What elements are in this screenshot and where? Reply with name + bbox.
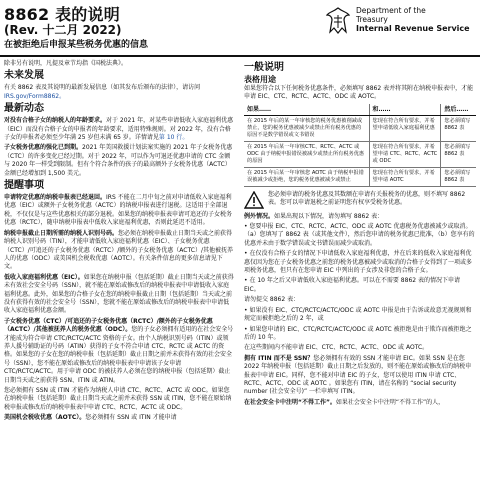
- form-title: 8862 表的说明: [4, 5, 120, 24]
- exception-bullet: • 如果没有 EIC、CTC/RCTC/ACTC/ODC 或 AOTC 申报是由于告诉或故意无视规则和规定而被拒绝之后的 2 年，或: [244, 306, 472, 323]
- heading-recent: 最新动态: [4, 103, 44, 115]
- table-header-row: [244, 104, 476, 116]
- exception-bullet: 在这些期间内不能申请 EIC、CTC、RCTC、ACTC、ODC 或 AOTC。: [244, 344, 429, 352]
- line-10-link[interactable]: 第 10 行。: [158, 134, 189, 142]
- table-cell: 您必须填写 8862 表: [441, 115, 476, 141]
- intro-text: 除非另有说明，凡提及章节均指《国税法典》。: [4, 60, 128, 67]
- form-header: [0, 0, 480, 57]
- reminder-paragraph-1: 申请特定优惠的纳税申报表已经退回。IRS 不能在二月中旬之前对申请低收入家庭福利优惠（EIC）或额外子女税务优惠（ACTC）的纳税申报表进行退税。这适用于全部退税，不仅仅是与这些优惠相关的部分退税。如果您的纳税申报表申请可追还的子女税务优惠（RCTC），随申纳税申报表中低收入家庭福利优惠，否则此延迟不适用。: [4, 194, 233, 227]
- heading-purpose: 表格用途: [244, 75, 276, 84]
- agency-line-2: Treasury: [356, 15, 388, 24]
- header-divider: [0, 55, 480, 57]
- reminder-paragraph-5: 您必须拥有 SSN 或 ITIN 才能作为纳税人申请 CTC、RCTC、ACTC 或 ODC。如果您在纳税申报（包括延期）截止日期当天或之前并未获得 SSN 或 ITIN，您不能在原始纳税申报或修改后的纳税申报表中申请 CTC、RCTC、ACTC 或 ODC。: [4, 387, 232, 411]
- eligibility-table: [244, 104, 476, 187]
- table-header-cell: 然后……: [441, 104, 476, 116]
- table-cell: 您现在符合所有要求，并希望申请 CTC、RCTC、ACTC 或 ODC: [369, 141, 441, 167]
- agency-block: [356, 6, 470, 33]
- table-cell: 您现在符合所有要求，并希望申请 AOTC: [369, 167, 441, 186]
- exception-bullet: • 您要申报 EIC、CTC、RCTC、ACTC、ODC 或 AOTC 优惠税务优惠被减少或取消。（a）您填写了 8862 表（或其他文件），然后您申请的税务优惠已批准，（b）您享有的优惠并未由于数学错误或文书错误而减少或取消。: [244, 223, 475, 247]
- recent-paragraph-1: 对没有合格子女的纳税人的年龄要求。对于 2021 年，对某些申请低收入家庭福利优惠（EIC）而没有合格子女的申报者的年龄要求，适用特殊规则。对 2022 年，没有合格子女的申报者必须至少年满 25 岁但未满 65 岁。详情请见第 10 行。: [4, 117, 234, 142]
- table-header-cell: 和……: [369, 104, 441, 116]
- table-cell: 在 2015 年后某一年审核您 AOTC 由于纳税申报错误被减少或拒绝，您的税务优惠被减少或禁止: [244, 167, 369, 186]
- heading-general: 一般说明: [244, 62, 284, 73]
- table-row: [244, 167, 476, 186]
- form-subtitle: 在被拒绝后申报某些税务优惠的信息: [4, 40, 149, 50]
- heading-reminders: 提醒事项: [4, 180, 44, 192]
- table-cell: 在 2015 年后的某一年审核您的税务优惠被削减或禁止，您的税务优惠被减少或禁止所有税务优惠的原因不是数学错误或文书错误: [244, 115, 369, 141]
- agency-line-1: Department of the: [356, 6, 426, 15]
- caution-icon: [244, 191, 264, 209]
- recent-paragraph-2: 子女税务优惠的强化已到期。2021 年美国救援计划法案实施的 2021 年子女税务优惠（CTC）的许多变化已经过期。对于 2022 年，可以作为可退还优惠申请的 CTC 金额与 2020 年一样受到限制。但有个符合条件的孩子的最高额外子女税务优惠（ACTC）金额已经增加到 1,500 美元。: [4, 144, 233, 177]
- left-column: [4, 60, 234, 425]
- caution-text: 您必须申请的税务优惠及其数额在申请有关报税务的优惠，则不填写 8862 表。您可以申请退税之前证明您有权享受税务优惠。: [268, 190, 466, 207]
- agency-line-3: Internal Revenue Service: [356, 24, 470, 33]
- table-cell: 您必须填写 8862 表: [441, 141, 476, 167]
- form8862-link[interactable]: IRS.gov/Form8862。: [4, 92, 66, 100]
- table-cell: 您必须填写 8862 表: [441, 167, 476, 186]
- table-cell: 您现在符合所有要求，并希望申请低收入家庭福利优惠: [369, 115, 441, 141]
- exceptions-paragraph: 例外情况。如果出现以下情况，请勿填写 8862 表：: [244, 212, 384, 220]
- table-cell: 在 2015 年后某一年审核CTC、RCTC、ACTC 或 ODC 由于纳税申报错误被减少或禁止所有税务优惠的原因: [244, 141, 369, 167]
- table-header-cell: 如果……: [244, 104, 369, 116]
- reminder-paragraph-3: 低收入家庭福利优惠（EIC）。如果您在纳税申报（包括延期）截止日期当天或之前获得未有效社会安全号码（SSN），就不能在原始或修改后的纳税申报表中申请低收入家庭福利优惠。此外，如果您的合格子女在您的纳税申报截止日期（包括延期）当天或之前没有获得有效的社会安全号（SSN），您就不能在原始或修改后的纳税申报表中申请低收入家庭福利优惠金额。: [4, 273, 234, 315]
- table-row: [244, 141, 476, 167]
- exception-bullet: 请勿提交 8862 表：: [244, 296, 300, 304]
- reminder-paragraph-4: 子女税务优惠（CTC）/可追还的子女税务优惠（RCTC）/额外的子女税务优惠（ACTC）/其他被抚养人的税务优惠（ODC）。您的子女必须拥有适用的在社会安全号才能成为符合申请 CTC/RCTC/ACTC 资格的子女。由个人纳税识别号码（ITIN）或领养人援号辅助证的号码（ATIN）获得的子女不符合申请 CTC、RCTC 或 ACTC 的资格。如果您的子女在您的纳税申报（包括延期）截止日期之前并未获得有效的社会安全号（SSN），您不能在原始或修改后的纳税申报表中申请该子女申请 CTC/RCTC/ACTC。用于申请 ODC 的被扶养人必须在您的纳税申报（包括延期）截止日期当天或之前获得 SSN、ITIN 或 ATIN。: [4, 317, 234, 384]
- exception-bullet: • 在 10 年之后又申请低收入家庭福利优惠。可以在不需要 8862 表的情况下申请 EIC。: [244, 277, 460, 293]
- reminder-paragraph-2: 纳税申报截止日期所需的纳税人识别号码。您必须在纳税申报截止日期当天或之前获得纳税人识别号码（TIN），才能申请低收入家庭福利优惠（EIC）、子女税务优惠（CTC）/可追还的子女税务优惠（RCTC）/额外的子女税务优惠（ACTC）/其他被抚养人的优惠（ODC）或美国机会税收优惠（AOTC）。有关条件信息的更多信息请见下文。: [4, 229, 234, 271]
- heading-future: 未来发展: [4, 70, 44, 82]
- right-column: [244, 60, 476, 409]
- form-revision: (Rev. 十二月 2022): [4, 23, 122, 37]
- table-row: [244, 115, 476, 141]
- future-paragraph: 有关 8862 表及其说明的最新发展信息（如其发布后颁布的法律），请访问 IRS.gov/Form8862。: [4, 84, 201, 100]
- itin-paragraph: 拥有 ITIN 而不是 SSN？您必须拥有有效的 SSN 才能申请 EIC。如果 SSN 是在您 2022 年纳税申报（包括延期）截止日期之后发放的，则不能在原始或修改后的纳税申报表中申请 EIC。同样，您不能对申请 EIC 的子女，您可以使用 ITIN 申请 CTC、RCTC、ACTC、ODC 或 AOTC 。如果您有 ITIN，请在名称的 “social security number (社会安全号)” 一栏申填写 ITIN。: [244, 354, 472, 396]
- purpose-paragraph: 如果您符合以下任何税务优惠条件，必须填写 8862 表并将其附在纳税申报表中，才能申请 EIC、CTC、RCTC、ACTC、ODC 或 AOTC。: [244, 85, 474, 101]
- reminder-paragraph-6: 美国机会税收优惠（AOTC）。您必须拥有 SSN 或 ITIN 才能申请: [4, 414, 177, 422]
- exception-bullet: • 在仅没有合格子女的情况下申请低收入家庭福利优惠，并在后来的低收入家庭福利优惠仅因为您在子女税务优惠之前您的税务优惠被减少或取消的合格子女得到了一项或多项税务优惠，但只有在您申请 EIC 中列出的子女涉及非您的合格子女。: [244, 250, 473, 275]
- exception-bullet: • 如果您申请的 EIC、CTC/RCTC/ACTC/ODC 或 AOTC 被拒绝是由于欺诈而被拒绝之后的 10 年。: [244, 325, 472, 341]
- caution-note: [244, 191, 476, 210]
- ssn-paragraph: 在社会安全卡中注明“不得工作”。如果社会安全卡中注明“不得工作”的人，: [244, 398, 445, 406]
- eagle-logo-icon: [325, 6, 351, 34]
